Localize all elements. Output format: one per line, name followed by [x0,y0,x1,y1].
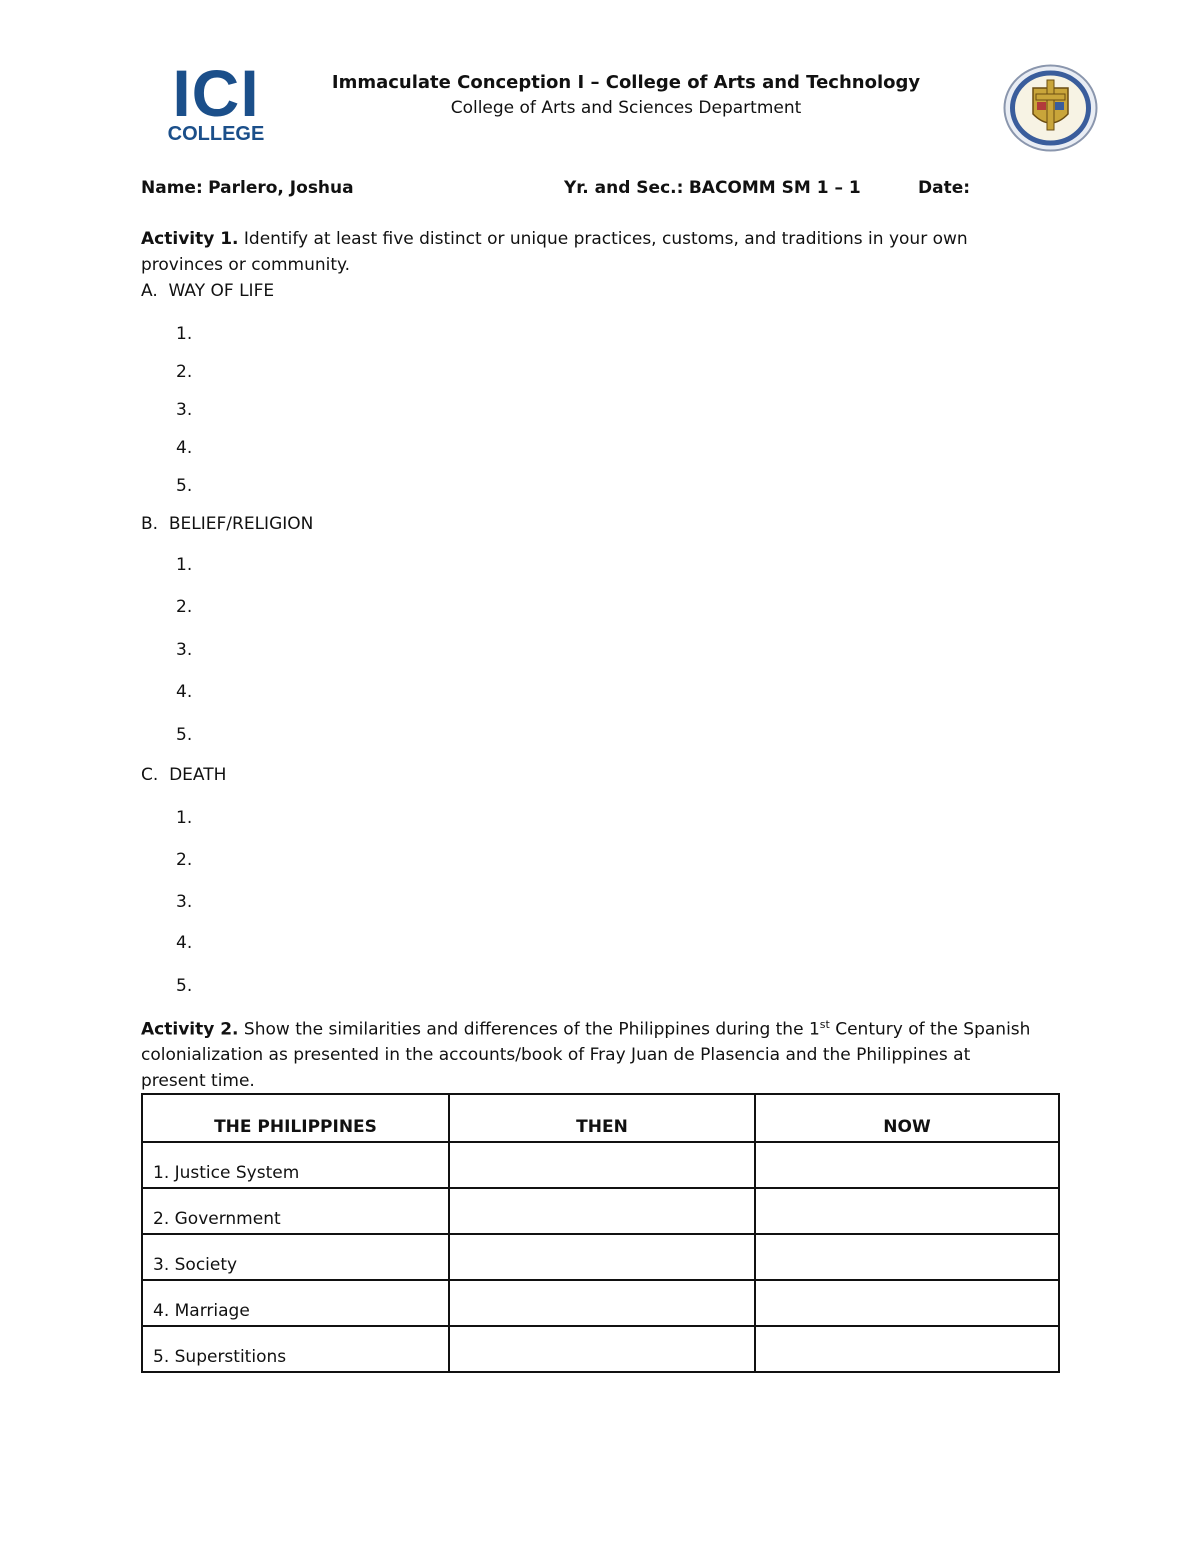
list-item: 5. [176,976,193,996]
section-a-title: WAY OF LIFE [168,281,275,301]
activity2-text-line1-end: Century of the Spanish [835,1019,1031,1040]
table-row [142,1280,1059,1326]
activity1-title: Activity 1. [141,229,239,249]
now-cell[interactable] [755,1142,1059,1188]
list-item: 3. [176,892,193,912]
list-item: 4. [176,682,193,702]
institution-name: Immaculate Conception I – College of Arts and Technology [331,72,921,93]
table-row [142,1142,1059,1188]
table-header-row [142,1094,1059,1142]
list-item: 4. [176,933,193,953]
activity2-text-line3: present time. [141,1071,255,1091]
list-item: 2. [176,850,193,870]
section-b-heading [141,514,313,534]
column-header: THEN [449,1094,755,1142]
row-label: 1. Justice System [142,1142,449,1188]
table-row [142,1234,1059,1280]
list-item: 2. [176,597,193,617]
row-label: 2. Government [142,1188,449,1234]
then-cell[interactable] [449,1326,755,1372]
now-cell[interactable] [755,1280,1059,1326]
section-a-letter: A. [141,281,158,301]
logo-small-text: COLLEGE [167,123,265,145]
year-section-label: Yr. and Sec.: [564,178,684,198]
name-label: Name: [141,178,203,198]
now-cell[interactable] [755,1326,1059,1372]
logo-big-text: ICI [172,56,260,130]
activity2-text-line1: Show the similarities and differences of the Philippines during the 1 [243,1019,820,1040]
activity2-superscript: st [819,1018,830,1031]
list-item: 1. [176,324,193,344]
section-c-heading [141,765,226,785]
year-section-value: BACOMM SM 1 – 1 [688,178,861,198]
activity2-title: Activity 2. [141,1019,239,1040]
section-b-title: BELIEF/RELIGION [168,514,314,534]
list-item: 1. [176,555,193,575]
row-label: 5. Superstitions [142,1326,449,1372]
list-item: 3. [176,640,193,660]
row-label: 4. Marriage [142,1280,449,1326]
list-item: 5. [176,725,193,745]
section-b-letter: B. [141,514,159,534]
date-label: Date: [918,178,971,198]
activity2-text-line2: colonialization as presented in the accounts/book of Fray Juan de Plasencia and the Philippines at [141,1045,971,1065]
column-header: NOW [755,1094,1059,1142]
now-cell[interactable] [755,1188,1059,1234]
college-seal-icon [1003,64,1098,152]
year-section-field [564,178,861,198]
list-item: 5. [176,476,193,496]
then-cell[interactable] [449,1280,755,1326]
table-row [142,1326,1059,1372]
section-a-heading [141,281,274,301]
row-label: 3. Society [142,1234,449,1280]
column-header: THE PHILIPPINES [142,1094,449,1142]
now-cell[interactable] [755,1234,1059,1280]
table-row [142,1188,1059,1234]
then-cell[interactable] [449,1234,755,1280]
name-value: Parlero, Joshua [208,178,354,198]
then-cell[interactable] [449,1142,755,1188]
department-name: College of Arts and Sciences Department [450,98,802,118]
activity1-instruction [141,229,1041,249]
name-field [141,178,354,198]
list-item: 3. [176,400,193,420]
comparison-table [141,1093,1060,1373]
then-cell[interactable] [449,1188,755,1234]
list-item: 1. [176,808,193,828]
college-logo [166,56,266,145]
list-item: 4. [176,438,193,458]
activity1-text-line1: Identify at least five distinct or unique practices, customs, and traditions in your own [243,229,968,249]
section-c-letter: C. [141,765,159,785]
activity1-text-line2: provinces or community. [141,255,351,275]
section-c-title: DEATH [169,765,227,785]
list-item: 2. [176,362,193,382]
activity2-instruction [141,1018,1061,1040]
